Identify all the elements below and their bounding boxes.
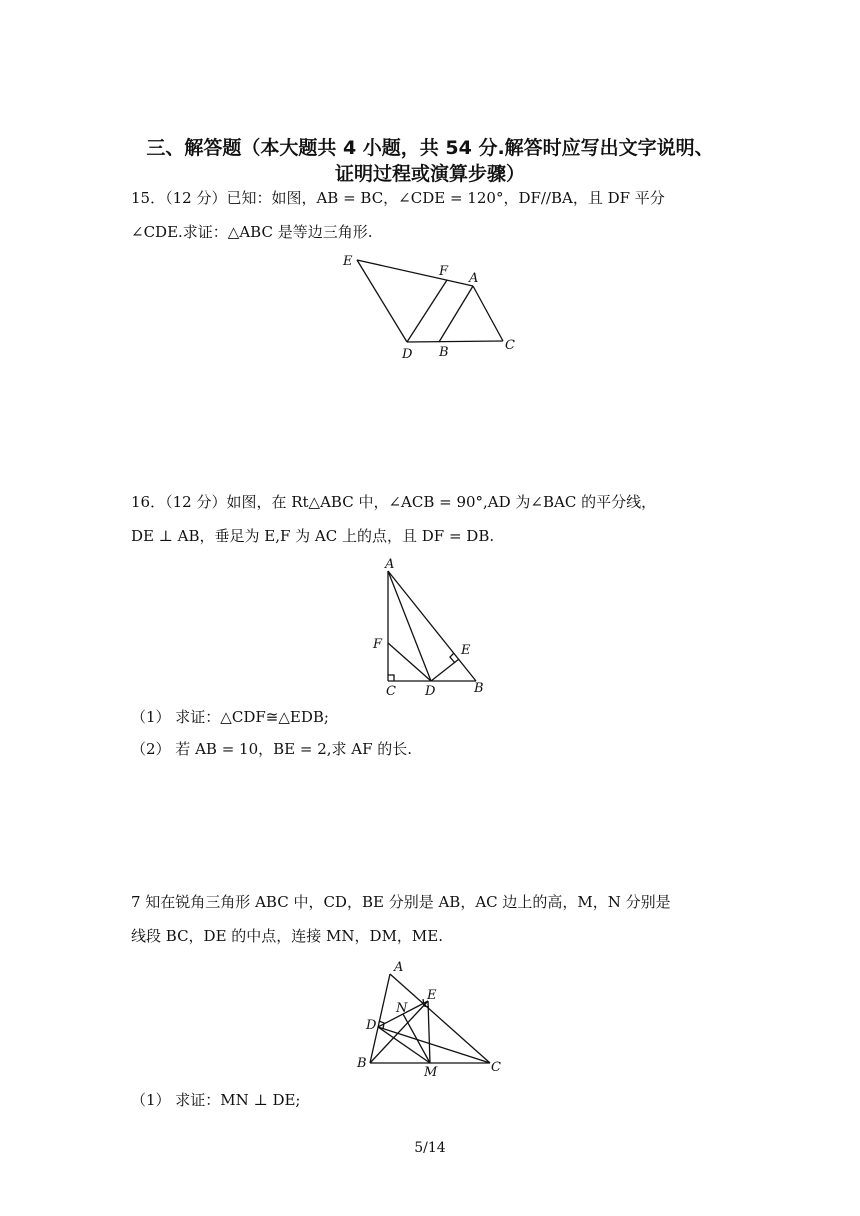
q16-statement-line1: 16．（12 分）如图，在 Rt△ABC 中，∠ACB = 90°,AD 为∠BAC 的平分线， [131, 493, 657, 511]
q17-segment-DM [378, 1027, 430, 1063]
q15-label-D: D [402, 347, 413, 362]
q17-label-A: A [394, 960, 404, 975]
q16-label-C: C [386, 684, 396, 699]
q17-part1: （1） 求证：MN ⊥ DE; [131, 1091, 301, 1109]
q15-segment-ED [357, 260, 407, 342]
q15-segment-EA [357, 260, 473, 286]
q17-label-C: C [491, 1060, 501, 1075]
q15-figure [335, 248, 535, 366]
q16-label-B: B [474, 681, 484, 696]
q16-segment-AB [388, 571, 476, 681]
q15-segment-DC [407, 341, 503, 342]
section-title-line1: 三、解答题（本大题共 4 小题，共 54 分.解答时应写出文字说明、 [146, 137, 714, 159]
q15-statement-line1: 15．（12 分）已知：如图，AB = BC，∠CDE = 120°，DF//BA，且 DF 平分 [131, 189, 665, 207]
q17-label-M: M [424, 1065, 438, 1080]
q17-statement-line1: 7 知在锐角三角形 ABC 中，CD，BE 分别是 AB，AC 边上的高，M，N 分别是 [131, 893, 671, 911]
q15-label-F: F [439, 264, 449, 279]
q17-segment-NM [403, 1014, 430, 1063]
q16-label-E: E [461, 643, 471, 658]
q16-segment-AD [388, 571, 431, 681]
q16-statement-line2: DE ⊥ AB，垂足为 E,F 为 AC 上的点，且 DF = DB. [131, 527, 495, 545]
q17-label-N: N [396, 1001, 408, 1016]
q17-label-E: E [427, 988, 437, 1003]
q16-part2: （2） 若 AB = 10，BE = 2,求 AF 的长. [131, 740, 413, 758]
q15-statement-line2: ∠CDE.求证：△ABC 是等边三角形. [131, 223, 373, 241]
q17-label-D: D [366, 1018, 377, 1033]
q16-label-F: F [373, 637, 383, 652]
section-title-line2: 证明过程或演算步骤） [334, 163, 525, 185]
q17-segment-EM [428, 1001, 430, 1063]
q15-label-E: E [343, 254, 353, 269]
q15-segment-DF [407, 280, 447, 342]
q16-part1: （1） 求证：△CDF≅△EDB; [131, 708, 329, 726]
page-number: 5/14 [414, 1140, 446, 1156]
q17-segment-DC [378, 1027, 490, 1063]
q16-label-D: D [425, 684, 436, 699]
q15-label-A: A [469, 271, 479, 286]
q16-figure [366, 555, 496, 700]
q17-figure [352, 955, 512, 1080]
q16-right-angle-C [388, 675, 394, 681]
q15-label-C: C [505, 338, 515, 353]
q17-label-B: B [357, 1056, 367, 1071]
q17-statement-line2: 线段 BC，DE 的中点，连接 MN，DM，ME. [131, 927, 444, 945]
q16-label-A: A [385, 557, 395, 572]
q15-segment-BA [439, 286, 473, 342]
q15-segment-AC [473, 286, 503, 341]
q15-label-B: B [439, 345, 449, 360]
